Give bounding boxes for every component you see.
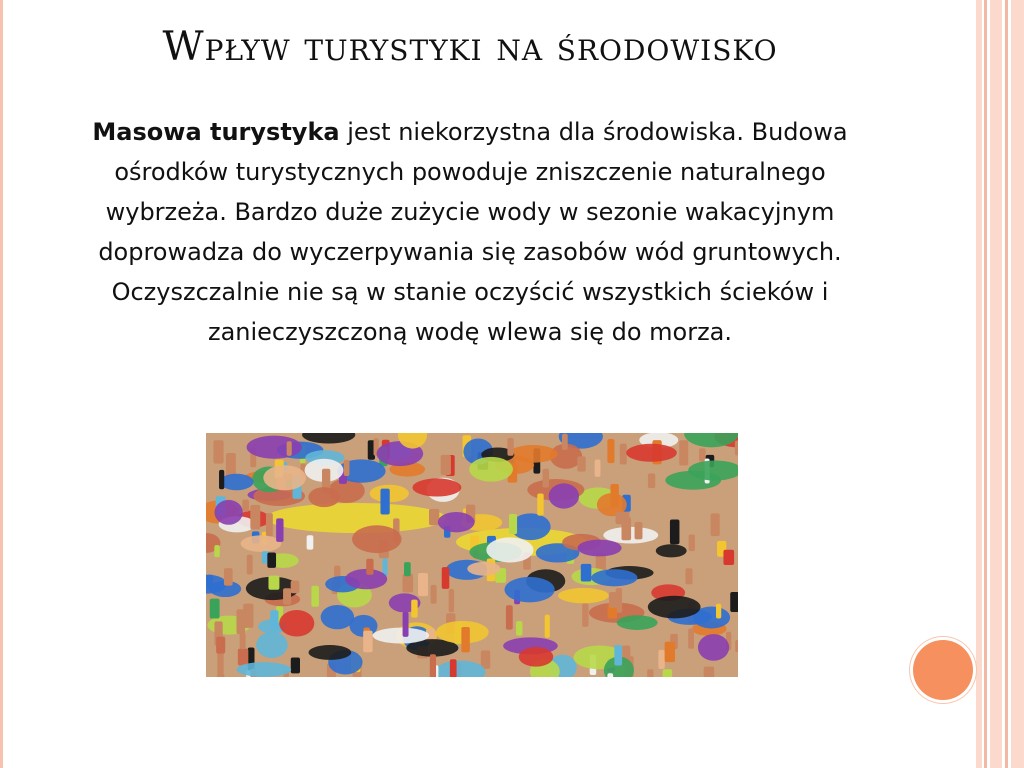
decorative-stripe: [1011, 0, 1024, 768]
body-bold-phrase: Masowa turystyka: [92, 118, 340, 146]
decorative-orange-circle: [913, 640, 973, 700]
decorative-stripe: [976, 0, 982, 768]
decorative-stripe: [1005, 0, 1008, 768]
slide-body-text: [60, 112, 880, 352]
body-rest-text: jest niekorzystna dla środowiska. Budowa ośrodków turystycznych powoduje zniszczenie naturalnego wybrzeża. Bardzo duże zużycie wody w sezonie wakacyjnym doprowadza do wyczerpywania się zasobów wód gruntowych. Oczyszczalnie nie są w stanie oczyścić wszystkich ścieków i zanieczyszczoną wodę wlewa się do morza.: [98, 118, 848, 346]
decorative-stripe: [990, 0, 1002, 768]
decorative-stripe: [984, 0, 987, 768]
crowded-beach-photo: [206, 433, 738, 677]
slide-title: Wpływ turystyki na środowisko: [162, 24, 778, 70]
left-border-line: [0, 0, 3, 768]
